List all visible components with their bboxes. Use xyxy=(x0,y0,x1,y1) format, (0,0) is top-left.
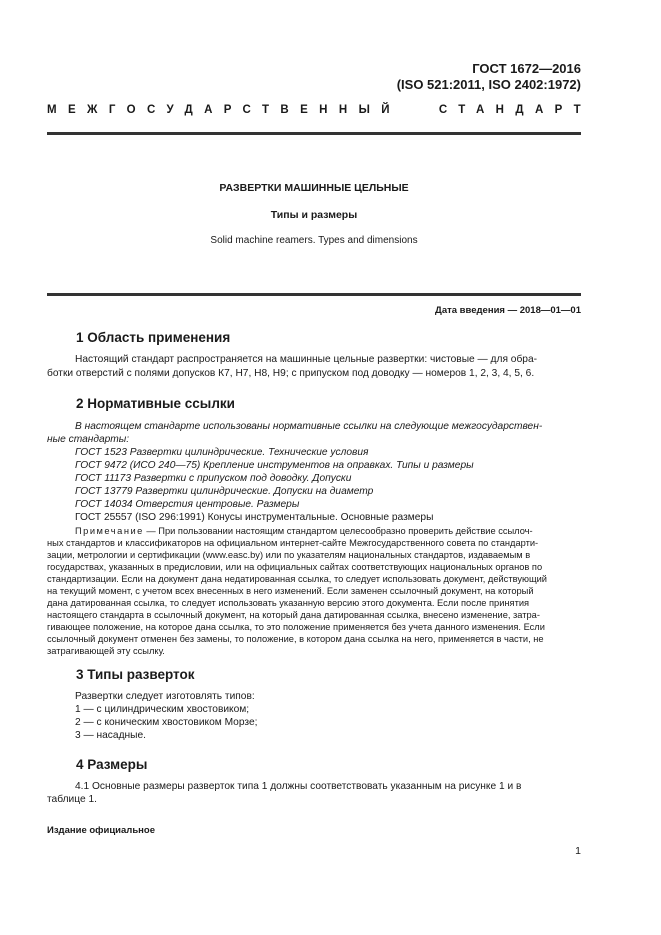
section-3-intro: Развертки следует изготовлять типов: xyxy=(75,691,255,702)
iso-reference: (ISO 521:2011, ISO 2402:1972) xyxy=(396,77,581,92)
list-item: 1 — с цилиндрическим хвостовиком; xyxy=(75,704,250,715)
section-4-text-line-1: 4.1 Основные размеры разверток типа 1 должны соответствовать указанным на рисунке 1 и в xyxy=(75,781,522,792)
document-title-english: Solid machine reamers. Types and dimensions xyxy=(210,235,418,246)
section-2-intro-line-1: В настоящем стандарте использованы нормативные ссылки на следующие межгосударствен- xyxy=(75,421,543,432)
banner-left-word: МЕЖГОСУДАРСТВЕННЫЙ xyxy=(47,104,401,116)
page-number: 1 xyxy=(575,845,581,857)
official-edition-label: Издание официальное xyxy=(47,825,155,836)
section-4-text-line-2: таблице 1. xyxy=(47,794,97,805)
section-1-heading: 1 Область применения xyxy=(76,330,231,345)
normative-reference: ГОСТ 13779 Развертки цилиндрические. Допуски на диаметр xyxy=(75,486,374,497)
normative-reference: ГОСТ 9472 (ИСО 240—75) Крепление инструментов на оправках. Типы и размеры xyxy=(75,460,474,471)
banner-right-word: СТАНДАРТ xyxy=(438,104,592,116)
note-line-text: — При пользовании настоящим стандартом целесообразно проверить действие ссылоч- xyxy=(146,526,533,536)
list-item: 3 — насадные. xyxy=(75,730,146,741)
note-line: затрагивающей эту ссылку. xyxy=(47,646,165,656)
section-4-heading: 4 Размеры xyxy=(76,757,148,772)
effective-date: Дата введения — 2018—01—01 xyxy=(435,305,581,316)
header-divider xyxy=(47,132,581,135)
note-line: ссылочный документ отменен без замены, то положение, в котором дана ссылка на него, применяется в части, не xyxy=(47,634,544,644)
normative-reference: ГОСТ 1523 Развертки цилиндрические. Технические условия xyxy=(75,447,369,458)
note-line: зации, метрологии и сертификации (www.easc.by) или по указателям национальных стандартов, издаваемым в xyxy=(47,550,531,560)
section-3-heading: 3 Типы разверток xyxy=(76,667,195,682)
note-label: Примечание xyxy=(75,526,144,536)
normative-reference: ГОСТ 11173 Развертки с припуском под доводку. Допуски xyxy=(75,473,352,484)
list-item: 2 — с коническим хвостовиком Морзе; xyxy=(75,717,258,728)
note-line: на текущий момент, с учетом всех внесенных в него изменений. Если заменен ссылочный документ, на который xyxy=(47,586,534,596)
standard-code: ГОСТ 1672—2016 xyxy=(472,61,581,76)
note-line: стандартизации. Если на документ дана недатированная ссылка, то следует использовать документ, действующий xyxy=(47,574,547,584)
note-line xyxy=(75,525,581,537)
title-divider xyxy=(47,293,581,296)
document-subtitle: Типы и размеры xyxy=(270,209,358,221)
note-line: дана датированная ссылка, то следует использовать указанную версию этого документа. Если после принятия xyxy=(47,598,530,608)
note-line: настоящего стандарта в ссылочный документ, на который дана датированная ссылка, внесено изменение, затра- xyxy=(47,610,540,620)
normative-reference: ГОСТ 14034 Отверстия центровые. Размеры xyxy=(75,499,300,510)
section-2-heading: 2 Нормативные ссылки xyxy=(76,396,235,411)
normative-reference: ГОСТ 25557 (ISO 296:1991) Конусы инструментальные. Основные размеры xyxy=(75,512,434,523)
note-line: ных стандартов и классификаторов на официальном интернет-сайте Межгосударственного совета по стандарти- xyxy=(47,538,539,548)
document-title: РАЗВЕРТКИ МАШИННЫЕ ЦЕЛЬНЫЕ xyxy=(219,182,409,194)
section-1-text-line-1: Настоящий стандарт распространяется на машинные цельные развертки: чистовые — для обра- xyxy=(75,354,538,365)
note-line: гивающее положение, на которое дана ссылка, то это положение применяется без учета данного изменения. Если xyxy=(47,622,545,632)
section-2-intro-line-2: ные стандарты: xyxy=(47,434,130,445)
note-line: государствах, указанных в предисловии, или на официальных сайтах соответствующих национальных органов по xyxy=(47,562,543,572)
section-1-text-line-2: ботки отверстий с полями допусков К7, Н7, Н8, Н9; с припуском под доводку — номеров 1, 2, 3, 4, 5, 6. xyxy=(47,368,535,379)
